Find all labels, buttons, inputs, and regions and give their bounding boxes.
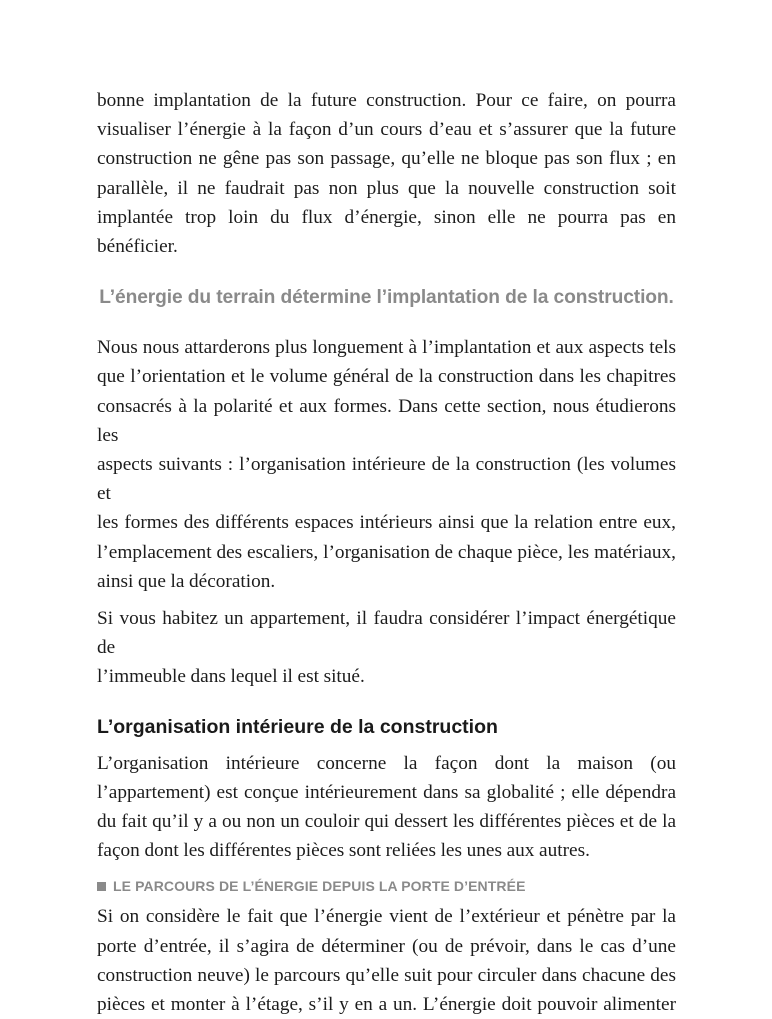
text-line: Nous nous attarderons plus longuement à l’implantation et aux aspects tels bbox=[97, 337, 676, 359]
lead-quote: L’énergie du terrain détermine l’implantation de la construction. bbox=[99, 287, 674, 309]
text-line: l’immeuble dans lequel il est situé. bbox=[97, 666, 365, 688]
text-line: l’appartement) est conçue intérieurement dans sa globalité ; elle dépendra bbox=[97, 781, 676, 803]
text-line: façon dont les différentes pièces sont reliées les unes aux autres. bbox=[97, 840, 590, 862]
text-line: les formes des différents espaces intérieurs ainsi que la relation entre eux, bbox=[97, 512, 676, 534]
text-line: porte d’entrée, il s’agira de déterminer (ou de prévoir, dans le cas d’une bbox=[97, 935, 676, 957]
section-heading: L’organisation intérieure de la construction bbox=[97, 715, 498, 738]
text-line: construction ne gêne pas son passage, qu’elle ne bloque pas son flux ; en bbox=[97, 148, 676, 170]
text-line: Si on considère le fait que l’énergie vient de l’extérieur et pénètre par la bbox=[97, 906, 676, 928]
text-line: visualiser l’énergie à la façon d’un cours d’eau et s’assurer que la future bbox=[97, 119, 676, 141]
text-line: construction neuve) le parcours qu’elle suit pour circuler dans chacune des bbox=[97, 964, 676, 986]
subheading bbox=[97, 878, 676, 894]
square-bullet-icon bbox=[97, 882, 106, 891]
text-line: implantée trop loin du flux d’énergie, sinon elle ne pourra pas en bénéficier. bbox=[97, 206, 676, 258]
paragraph-interior-organization bbox=[97, 749, 676, 866]
text-line: que l’orientation et le volume général de la construction dans les chapitres bbox=[97, 366, 676, 388]
text-line: consacrés à la polarité et aux formes. Dans cette section, nous étudierons les bbox=[97, 395, 676, 446]
paragraph-section-scope bbox=[97, 333, 676, 596]
paragraph-apartment bbox=[97, 604, 676, 692]
text-line: parallèle, il ne faudrait pas non plus que la nouvelle construction soit bbox=[97, 177, 676, 199]
text-line: L’organisation intérieure concerne la façon dont la maison (ou bbox=[97, 752, 676, 774]
text-line: l’emplacement des escaliers, l’organisation de chaque pièce, les matériaux, bbox=[97, 541, 676, 563]
subheading-label: LE PARCOURS DE L’ÉNERGIE DEPUIS LA PORTE D’ENTRÉE bbox=[113, 878, 526, 895]
text-line: aspects suivants : l’organisation intérieure de la construction (les volumes et bbox=[97, 454, 676, 505]
text-line: Si vous habitez un appartement, il faudra considérer l’impact énergétique de bbox=[97, 608, 676, 659]
text-line: ainsi que la décoration. bbox=[97, 570, 276, 592]
text-line: pièces et monter à l’étage, s’il y en a un. L’énergie doit pouvoir alimenter bbox=[97, 994, 676, 1016]
paragraph-energy-path bbox=[97, 902, 676, 1019]
paragraph-energy-flow bbox=[97, 86, 676, 261]
text-line: du fait qu’il y a ou non un couloir qui dessert les différentes pièces et de la bbox=[97, 811, 676, 833]
text-line: bonne implantation de la future construction. Pour ce faire, on pourra bbox=[97, 90, 676, 111]
